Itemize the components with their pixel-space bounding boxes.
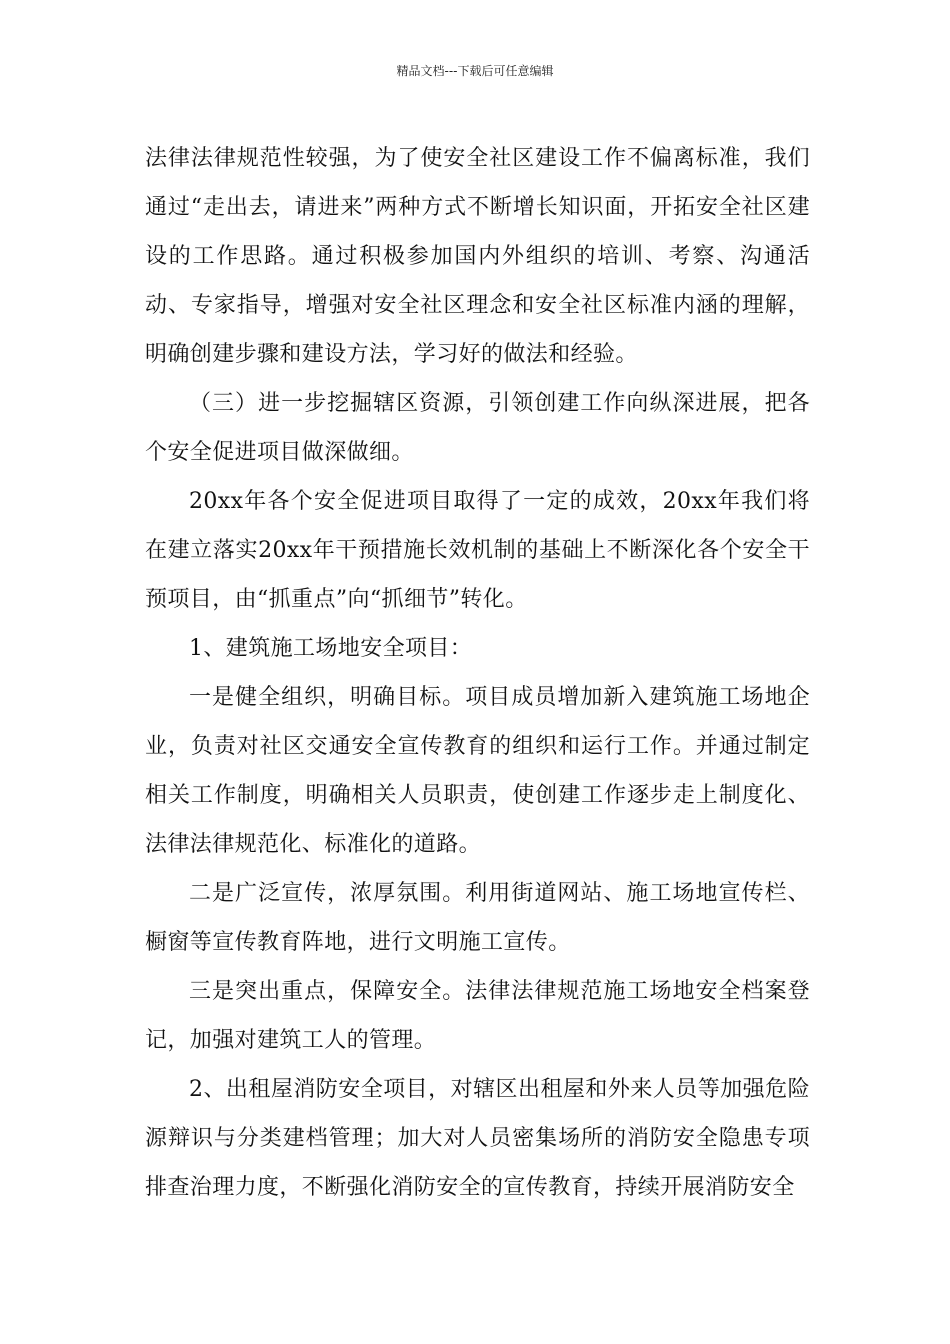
paragraph: 2、出租屋消防安全项目，对辖区出租屋和外来人员等加强危险源辩识与分类建档管理；加大对人员密集场所的消防安全隐患专项排查治理力度，不断强化消防安全的宣传教育，持续开展消防安全: [145, 1077, 810, 1200]
paragraph: 法律法律规范性较强，为了使安全社区建设工作不偏离标准，我们通过“走出去，请进来”两种方式不断增长知识面，开拓安全社区建设的工作思路。通过积极参加国内外组织的培训、考察、沟通活动、专家指导，增强对安全社区理念和安全社区标准内涵的理解，明确创建步骤和建设方法，学习好的做法和经验。: [145, 146, 810, 367]
paragraph: 一是健全组织，明确目标。项目成员增加新入建筑施工场地企业，负责对社区交通安全宣传教育的组织和运行工作。并通过制定相关工作制度，明确相关人员职责，使创建工作逐步走上制度化、法律法律规范化、标准化的道路。: [145, 685, 810, 857]
paragraph: 1、建筑施工场地安全项目：: [189, 636, 473, 661]
paragraph: 二是广泛宣传，浓厚氛围。利用街道网站、施工场地宣传栏、橱窗等宣传教育阵地，进行文明施工宣传。: [145, 881, 810, 955]
page-header: 精品文档---下载后可任意编辑: [396, 64, 554, 78]
paragraph: 20xx年各个安全促进项目取得了一定的成效，20xx年我们将在建立落实20xx年干预措施长效机制的基础上不断深化各个安全干预项目，由“抓重点”向“抓细节”转化。: [145, 489, 810, 612]
document-body: [145, 134, 810, 1212]
paragraph: （三）进一步挖掘辖区资源，引领创建工作向纵深进展，把各个安全促进项目做深做细。: [145, 391, 810, 465]
paragraph: 三是突出重点，保障安全。法律法律规范施工场地安全档案登记，加强对建筑工人的管理。: [145, 979, 810, 1053]
